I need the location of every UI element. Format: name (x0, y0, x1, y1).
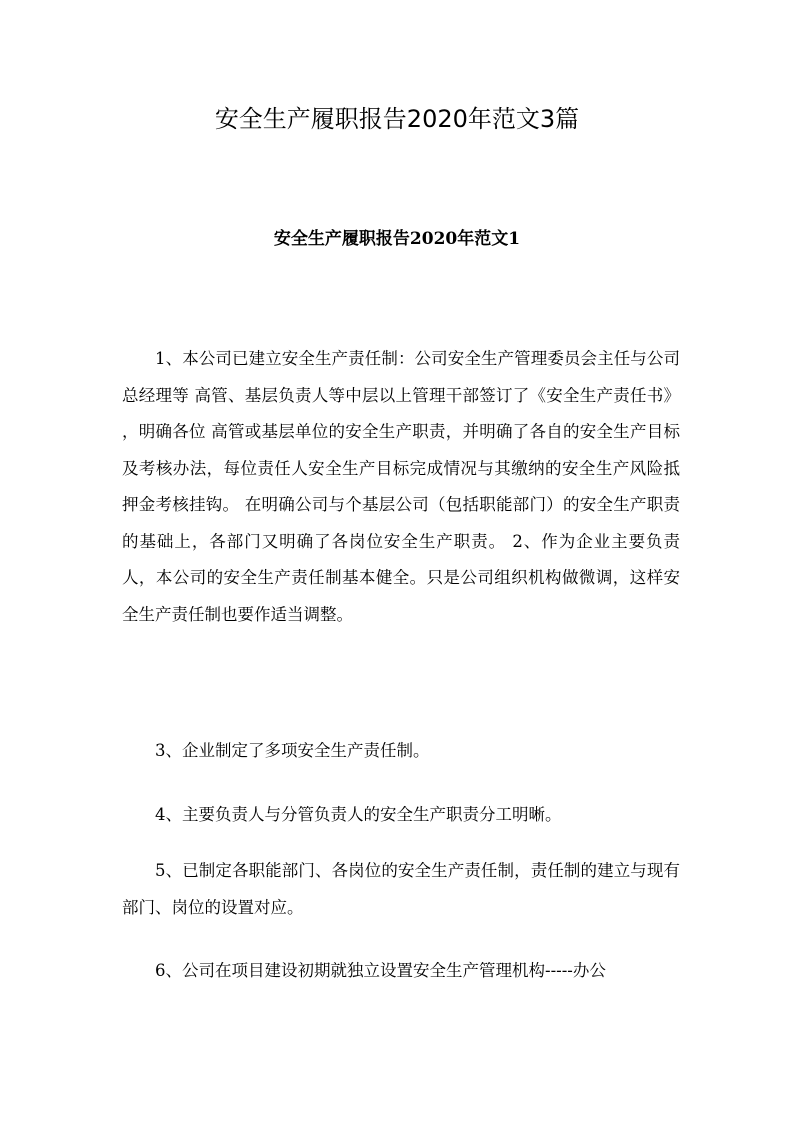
paragraph-3: 3、企业制定了多项安全生产责任制。 (155, 741, 430, 760)
paragraph-1: 1、本公司已建立安全生产责任制：公司安全生产管理委员会主任与公司总经理等 高管、基层负责人等中层以上管理干部签订了《安全生产责任书》 ，明确各位 高管或基层单位的安全生产职责，并明确了各自的安全生产目标及考核办法，每位责任人安全生产目标完成情况与其缴纳的安全生产风险抵押金考核挂钩。 在明确公司与个基层公司（包括职能部门）的安全生产职责的基础上，各部门又明确了各岗位安全生产职责。 2、作为企业主要负责人，本公司的安全生产责任制基本健全。只是公司组织机构做微调，这样安全生产责任制也要作适当调整。 (122, 349, 680, 624)
section-subtitle: 安全生产履职报告2020年范文1 (273, 229, 521, 249)
page-title: 安全生产履职报告2020年范文3篇 (214, 105, 580, 133)
paragraph-4: 4、主要负责人与分管负责人的安全生产职责分工明晰。 (155, 805, 562, 824)
paragraph-5: 5、已制定各职能部门、各岗位的安全生产责任制，责任制的建立与现有部门、岗位的设置对应。 (122, 861, 680, 917)
paragraph-6: 6、公司在项目建设初期就独立设置安全生产管理机构-----办公 (155, 961, 606, 980)
